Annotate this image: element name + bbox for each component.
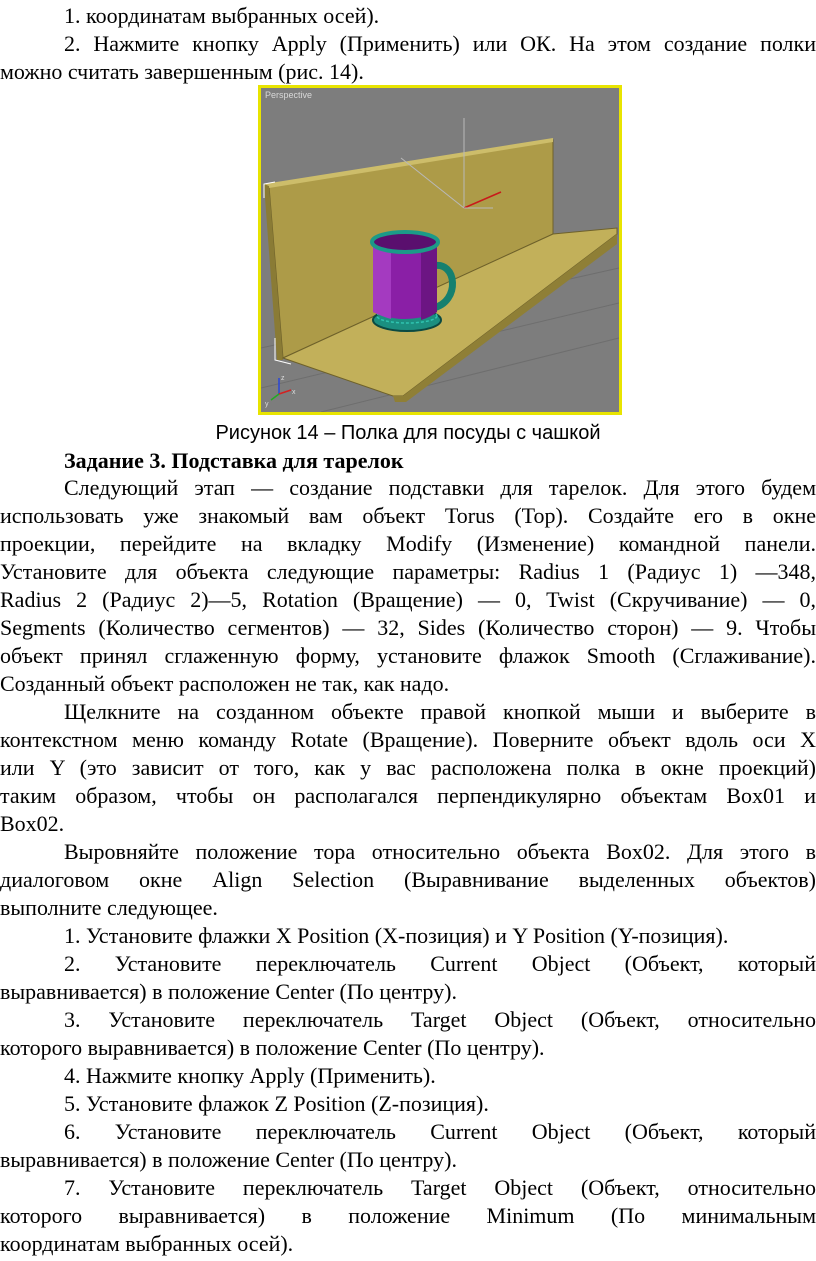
list-item: 2. Установите переключатель Current Object (Объект, который — [64, 951, 816, 976]
section-heading: Задание 3. Подставка для тарелок — [64, 448, 404, 473]
axis-label-x: x — [292, 389, 296, 396]
text-line: выполните следующее. — [0, 895, 218, 920]
list-item: 5. Установите флажок Z Position (Z-позиция). — [64, 1091, 489, 1116]
axis-tripod-icon — [265, 375, 296, 408]
text-line: Выровняйте положение тора относительно объекта Box02. Для этого в — [64, 839, 816, 864]
figure-caption: Рисунок 14 – Полка для посуды с чашкой — [215, 422, 601, 444]
text-line: или Y (это зависит от того, как у вас расположена полка в окне проекций) — [0, 755, 816, 780]
list-item: 4. Нажмите кнопку Apply (Применить). — [64, 1063, 436, 1088]
list-item: 1. Установите флажки X Position (X-позиция) и Y Position (Y-позиция). — [64, 923, 729, 948]
text-line: проекции, перейдите на вкладку Modify (Изменение) командной панели. — [0, 531, 816, 556]
text-line: Box02. — [0, 811, 65, 836]
text-line: Следующий этап — создание подставки для тарелок. Для этого будем — [64, 475, 816, 500]
figure-14-viewport — [258, 85, 622, 415]
list-item: 6. Установите переключатель Current Object (Объект, который — [64, 1119, 816, 1144]
list-item: 7. Установите переключатель Target Object (Объект, относительно — [64, 1175, 816, 1200]
text-line: использовать уже знакомый вам объект Torus (Тор). Создайте его в окне — [0, 503, 816, 528]
text-line: выравнивается) в положение Center (По центру). — [0, 1147, 457, 1172]
text-line: диалоговом окне Align Selection (Выравнивание выделенных объектов) — [0, 867, 816, 892]
cup-rim — [372, 232, 438, 252]
list-item: 3. Установите переключатель Target Object (Объект, относительно — [64, 1007, 816, 1032]
text-line: контекстном меню команду Rotate (Вращение). Поверните объект вдоль оси X — [0, 727, 816, 752]
text-line: Segments (Количество сегментов) — 32, Sides (Количество сторон) — 9. Чтобы — [0, 615, 816, 640]
text-line: Созданный объект расположен не так, как надо. — [0, 671, 450, 696]
text-line: 1. координатам выбранных осей). — [64, 3, 380, 28]
text-line: которого выравнивается) в положение Center (По центру). — [0, 1035, 545, 1060]
text-line: которого выравнивается) в положение Minimum (По минимальным — [0, 1203, 816, 1228]
text-line: объект принял сглаженную форму, установите флажок Smooth (Сглаживание). — [0, 643, 816, 668]
text-line: таким образом, чтобы он располагался перпендикулярно объектам Box01 и — [0, 783, 816, 808]
shelf-scene — [261, 88, 619, 412]
axis-label-y: y — [265, 401, 269, 408]
text-line: 2. Нажмите кнопку Apply (Применить) или ОК. На этом создание полки — [64, 31, 816, 56]
axis-label-z: z — [281, 375, 285, 382]
viewport-label: Perspective — [265, 90, 313, 100]
text-line: выравнивается) в положение Center (По центру). — [0, 979, 457, 1004]
text-line: Установите для объекта следующие параметры: Radius 1 (Радиус 1) —348, — [0, 559, 816, 584]
text-line: Щелкните на созданном объекте правой кнопкой мыши и выберите в — [64, 699, 816, 724]
text-line: можно считать завершенным (рис. 14). — [0, 59, 364, 84]
text-line: координатам выбранных осей). — [0, 1231, 294, 1256]
text-line: Radius 2 (Радиус 2)—5, Rotation (Вращение) — 0, Twist (Скручивание) — 0, — [0, 587, 816, 612]
